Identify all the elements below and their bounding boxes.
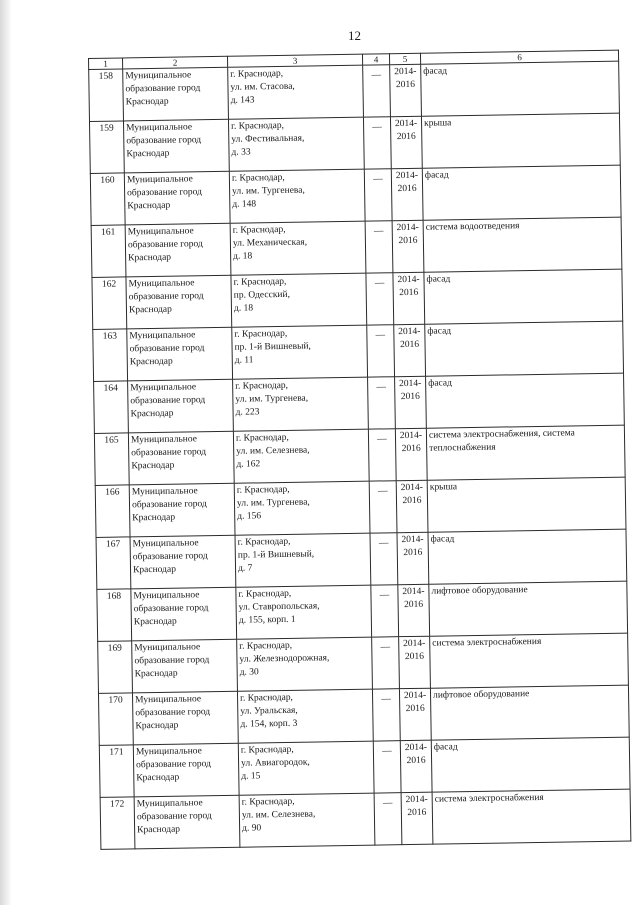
work-type-cell: [424, 269, 623, 324]
row-number: 169: [107, 643, 122, 654]
address-line: д. 15: [241, 771, 261, 782]
period-cell: [396, 480, 428, 532]
dash-value: —: [374, 278, 385, 289]
address-line: ул. им. Тургенева,: [232, 185, 305, 197]
address-line: г. Краснодар,: [241, 796, 295, 808]
owner-line: Муниципальное: [132, 538, 199, 550]
address-line: г. Краснодар,: [234, 328, 288, 340]
address-line: ул. Железнодорожная,: [239, 653, 330, 665]
work-type-cell: [430, 633, 629, 688]
address-line: г. Краснодар,: [236, 484, 290, 496]
work-type: фасад: [433, 742, 458, 753]
owner-line: Муниципальное: [129, 330, 196, 342]
period-cell: [399, 636, 431, 688]
owner-cell: [123, 119, 229, 173]
work-type: фасад: [424, 170, 449, 181]
address-line: ул. Авиагородок,: [241, 757, 310, 769]
owner-line: образование город: [127, 187, 203, 199]
column-4-cell: [371, 585, 399, 637]
column-header-3: 3: [227, 54, 362, 67]
address-cell: [235, 533, 371, 587]
owner-line: Краснодар: [132, 564, 177, 576]
address-line: г. Краснодар,: [230, 68, 284, 80]
period-cell: [399, 688, 431, 740]
row-number-cell: [90, 173, 125, 226]
period-cell: [390, 116, 422, 168]
owner-cell: [123, 67, 229, 121]
period-end: 2016: [397, 183, 417, 195]
work-type-cell: [432, 789, 631, 844]
period-start: 2014-: [397, 274, 420, 286]
period-end: 2016: [395, 79, 416, 91]
address-cell: [239, 793, 375, 847]
period-end: 2016: [396, 131, 416, 143]
row-number-cell: [96, 537, 131, 590]
address-line: г. Краснодар,: [231, 172, 285, 184]
dash-value: —: [373, 226, 384, 237]
owner-line: Краснодар: [125, 96, 169, 108]
row-number: 159: [99, 123, 114, 134]
column-4-cell: [366, 273, 394, 325]
dash-value: —: [376, 382, 387, 393]
address-line: д. 33: [231, 147, 251, 158]
work-type-cell: [425, 321, 624, 376]
period-cell: [401, 792, 433, 844]
period-start: 2014-: [398, 326, 421, 338]
owner-cell: [134, 795, 240, 849]
address-line: д. 7: [237, 563, 253, 574]
column-4-cell: [365, 221, 393, 273]
work-type: лифтовое оборудование: [432, 689, 530, 701]
owner-line: образование город: [127, 239, 203, 251]
owner-line: Краснодар: [135, 720, 179, 732]
address-line: г. Краснодар,: [239, 640, 293, 652]
table-row: [97, 581, 628, 641]
column-header-4: 4: [362, 54, 389, 65]
row-number: 161: [101, 227, 116, 238]
work-type-cell: [421, 61, 620, 116]
registry-table: [88, 50, 631, 850]
row-number: 163: [102, 331, 118, 342]
owner-line: Краснодар: [126, 148, 170, 160]
owner-line: Муниципальное: [135, 746, 202, 758]
address-line: г. Краснодар,: [233, 276, 287, 288]
table-row: [96, 529, 627, 589]
owner-line: образование город: [126, 135, 202, 147]
dash-value: —: [375, 330, 386, 341]
period-start: 2014-: [403, 690, 427, 702]
table-row: [92, 269, 623, 329]
work-type-cell: [423, 217, 622, 272]
row-number-cell: [91, 225, 126, 278]
owner-cell: [130, 535, 236, 589]
owner-line: образование город: [125, 83, 201, 95]
period-cell: [390, 64, 422, 116]
work-type: фасад: [427, 326, 452, 337]
owner-line: Краснодар: [131, 460, 175, 472]
work-type: крыша: [429, 482, 458, 493]
work-type: система электроснабжения: [432, 636, 542, 649]
row-number-cell: [89, 69, 124, 122]
owner-cell: [128, 379, 234, 433]
owner-line: Муниципальное: [126, 174, 193, 186]
period-end: 2016: [399, 287, 419, 299]
owner-cell: [129, 483, 235, 537]
work-type: фасад: [426, 274, 451, 285]
column-header-2: 2: [123, 56, 228, 69]
owner-cell: [132, 639, 238, 693]
address-line: д. 143: [230, 95, 255, 106]
address-line: д. 30: [239, 667, 259, 678]
work-type-cell: [430, 685, 629, 740]
table-row: [100, 789, 631, 849]
period-start: 2014-: [395, 170, 419, 182]
owner-line: образование город: [131, 447, 207, 459]
address-line: д. 148: [232, 199, 257, 210]
column-4-cell: [363, 117, 391, 169]
period-cell: [400, 740, 432, 792]
owner-line: Краснодар: [137, 824, 181, 836]
owner-line: Муниципальное: [134, 642, 201, 654]
row-number: 164: [103, 383, 118, 394]
period-end: 2016: [401, 443, 421, 455]
owner-line: Краснодар: [133, 616, 177, 628]
period-cell: [393, 272, 425, 324]
address-line: ул. Механическая,: [232, 237, 308, 249]
address-line: ул. им. Тургенева,: [235, 393, 309, 405]
address-line: г. Краснодар,: [232, 224, 286, 236]
address-line: г. Краснодар,: [240, 692, 293, 704]
owner-line: Краснодар: [128, 252, 172, 264]
address-cell: [231, 273, 367, 327]
owner-line: Краснодар: [136, 772, 180, 784]
table-row: [98, 633, 629, 693]
owner-cell: [131, 587, 237, 641]
address-line: г. Краснодар,: [235, 432, 289, 444]
address-cell: [229, 169, 365, 223]
owner-line: Краснодар: [128, 304, 172, 316]
address-line: д. 11: [234, 355, 254, 366]
owner-cell: [127, 327, 233, 381]
period-cell: [394, 324, 426, 376]
column-4-cell: [374, 793, 402, 845]
address-line: г. Краснодар,: [238, 588, 292, 600]
owner-line: образование город: [134, 655, 210, 667]
owner-cell: [126, 275, 232, 329]
page-number: 12: [348, 28, 361, 43]
row-number: 165: [104, 435, 119, 446]
owner-line: Муниципальное: [127, 226, 194, 238]
work-type-cell: [426, 425, 625, 480]
owner-line: Краснодар: [132, 512, 176, 524]
table-row: [93, 321, 624, 381]
address-cell: [237, 689, 373, 743]
column-4-cell: [367, 325, 395, 377]
owner-line: образование город: [135, 707, 211, 719]
address-line: ул. им. Селезнева,: [241, 809, 316, 821]
address-cell: [238, 741, 374, 795]
owner-cell: [125, 223, 231, 277]
work-type-cell: [422, 165, 621, 220]
address-line: д. 223: [235, 407, 260, 418]
work-type: система водоотведения: [425, 221, 520, 233]
table-row: [94, 373, 625, 433]
row-number-cell: [89, 121, 124, 174]
owner-line: образование город: [131, 499, 207, 511]
row-number: 172: [110, 799, 125, 810]
address-line: пр. Одесский,: [233, 289, 291, 301]
address-line: г. Краснодар,: [240, 744, 294, 756]
period-start: 2014-: [399, 430, 423, 442]
period-end: 2016: [406, 755, 426, 767]
row-number: 168: [106, 591, 122, 602]
address-cell: [233, 429, 369, 483]
period-cell: [395, 428, 427, 480]
owner-line: Муниципальное: [130, 382, 197, 394]
period-start: 2014-: [405, 794, 428, 806]
work-type: система электроснабжения: [434, 792, 544, 805]
address-cell: [237, 637, 373, 691]
scan-edge-shadow: [0, 0, 12, 905]
owner-line: образование город: [130, 395, 206, 407]
work-type-cell: [429, 581, 628, 636]
dash-value: —: [380, 642, 391, 653]
row-number: 170: [108, 695, 123, 706]
owner-line: Муниципальное: [126, 122, 193, 134]
period-end: 2016: [402, 495, 422, 507]
address-line: г. Краснодар,: [231, 120, 285, 132]
period-cell: [397, 532, 429, 584]
address-line: ул. им. Селезнева,: [236, 445, 310, 457]
address-cell: [234, 481, 370, 535]
owner-line: Муниципальное: [135, 694, 202, 706]
period-start: 2014-: [402, 586, 425, 598]
dash-value: —: [382, 746, 392, 757]
dash-value: —: [372, 122, 382, 133]
column-4-cell: [373, 741, 401, 793]
table-row: [99, 737, 630, 797]
dash-value: —: [373, 174, 383, 185]
document-sheet: [88, 50, 630, 838]
column-4-cell: [372, 637, 400, 689]
period-start: 2014-: [394, 118, 418, 130]
table-row: [89, 61, 620, 121]
owner-line: Краснодар: [130, 408, 174, 420]
period-end: 2016: [405, 703, 425, 715]
address-cell: [228, 65, 364, 119]
work-type: система электроснабжения, система теплоснабжения: [428, 428, 575, 454]
owner-line: Краснодар: [127, 200, 171, 212]
work-type-cell: [431, 737, 630, 792]
address-line: д. 154, корп. 3: [240, 719, 298, 730]
dash-value: —: [381, 694, 391, 705]
address-line: д. 18: [233, 251, 253, 262]
row-number-cell: [95, 485, 130, 538]
owner-line: образование город: [132, 551, 208, 563]
address-line: ул. им. Тургенева,: [236, 497, 310, 509]
owner-line: образование город: [128, 291, 204, 303]
table-row: [94, 425, 625, 485]
row-number: 166: [105, 487, 120, 498]
address-line: пр. 1-й Вишневый,: [237, 549, 315, 561]
period-end: 2016: [403, 547, 423, 559]
period-start: 2014-: [396, 222, 419, 234]
row-number-cell: [98, 641, 133, 694]
work-type-cell: [427, 477, 626, 532]
period-start: 2014-: [404, 742, 428, 754]
period-end: 2016: [407, 807, 427, 819]
address-line: ул. им. Стасова,: [230, 81, 295, 93]
work-type: фасад: [430, 534, 455, 545]
work-type-cell: [421, 113, 620, 168]
period-cell: [398, 584, 430, 636]
owner-line: образование город: [129, 343, 205, 355]
dash-value: —: [377, 434, 387, 445]
period-start: 2014-: [400, 482, 423, 494]
row-number-cell: [98, 693, 133, 746]
work-type: фасад: [428, 378, 452, 389]
owner-cell: [124, 171, 230, 225]
period-end: 2016: [404, 599, 424, 611]
table-row: [90, 165, 621, 225]
row-number-cell: [100, 797, 135, 850]
row-number-cell: [93, 329, 128, 382]
period-end: 2016: [398, 235, 418, 247]
column-4-cell: [363, 65, 391, 117]
table-row: [95, 477, 626, 537]
address-line: пр. 1-й Вишневый,: [234, 341, 311, 353]
owner-cell: [132, 691, 238, 745]
address-line: д. 155, корп. 1: [238, 615, 296, 626]
owner-line: Муниципальное: [125, 70, 192, 82]
owner-cell: [128, 431, 234, 485]
owner-line: Краснодар: [129, 356, 173, 368]
address-cell: [233, 377, 369, 431]
address-line: г. Краснодар,: [237, 536, 291, 548]
row-number: 167: [105, 539, 121, 550]
column-4-cell: [368, 429, 396, 481]
period-end: 2016: [404, 651, 425, 663]
row-number: 171: [109, 747, 124, 758]
owner-line: Краснодар: [134, 668, 178, 680]
row-number-cell: [99, 745, 134, 798]
address-line: д. 156: [237, 511, 262, 522]
period-start: 2014-: [398, 378, 422, 390]
address-cell: [232, 325, 368, 379]
owner-line: образование город: [136, 811, 212, 823]
address-line: д. 162: [236, 459, 261, 470]
address-cell: [236, 585, 372, 639]
owner-line: Муниципальное: [136, 798, 203, 810]
address-line: д. 18: [233, 303, 254, 314]
address-line: ул. Ставропольская,: [238, 601, 320, 613]
row-number-cell: [94, 433, 129, 486]
row-number: 160: [100, 175, 115, 186]
period-start: 2014-: [394, 66, 417, 78]
column-4-cell: [364, 169, 392, 221]
owner-line: Муниципальное: [128, 278, 195, 290]
row-number-cell: [94, 381, 129, 434]
address-line: д. 90: [242, 823, 262, 834]
dash-value: —: [379, 590, 390, 601]
dash-value: —: [371, 70, 382, 81]
period-start: 2014-: [403, 638, 426, 650]
work-type-cell: [426, 373, 625, 428]
column-4-cell: [369, 481, 397, 533]
owner-line: образование город: [136, 759, 211, 771]
row-number: 158: [98, 71, 113, 82]
work-type: крыша: [423, 118, 452, 129]
owner-line: образование город: [133, 603, 209, 615]
column-header-1: 1: [89, 58, 123, 70]
owner-line: Муниципальное: [131, 486, 198, 498]
column-4-cell: [372, 689, 400, 741]
period-cell: [392, 220, 424, 272]
owner-cell: [133, 743, 239, 797]
period-end: 2016: [399, 339, 420, 351]
table-row: [91, 217, 622, 277]
table-row: [98, 685, 629, 745]
work-type-cell: [428, 529, 627, 584]
address-line: г. Краснодар,: [235, 380, 289, 392]
address-line: ул. Уральская,: [240, 705, 298, 717]
column-header-5: 5: [389, 53, 420, 64]
column-4-cell: [368, 377, 396, 429]
address-cell: [230, 221, 366, 275]
row-number: 162: [101, 279, 117, 290]
period-start: 2014-: [401, 534, 424, 546]
row-number-cell: [97, 589, 132, 642]
column-4-cell: [370, 533, 398, 585]
owner-line: Муниципальное: [130, 434, 198, 446]
period-cell: [395, 376, 427, 428]
owner-line: Муниципальное: [133, 590, 200, 602]
period-end: 2016: [400, 391, 420, 403]
work-type: лифтовое оборудование: [431, 585, 528, 597]
dash-value: —: [378, 486, 388, 497]
table-row: [89, 113, 620, 173]
address-cell: [228, 117, 364, 171]
column-header-6: 6: [420, 50, 618, 64]
period-cell: [391, 168, 423, 220]
dash-value: —: [378, 538, 389, 549]
row-number-cell: [92, 277, 127, 330]
work-type: фасад: [423, 66, 448, 77]
dash-value: —: [382, 798, 393, 809]
table-body: [89, 61, 631, 849]
address-line: ул. Фестивальная,: [231, 133, 305, 145]
